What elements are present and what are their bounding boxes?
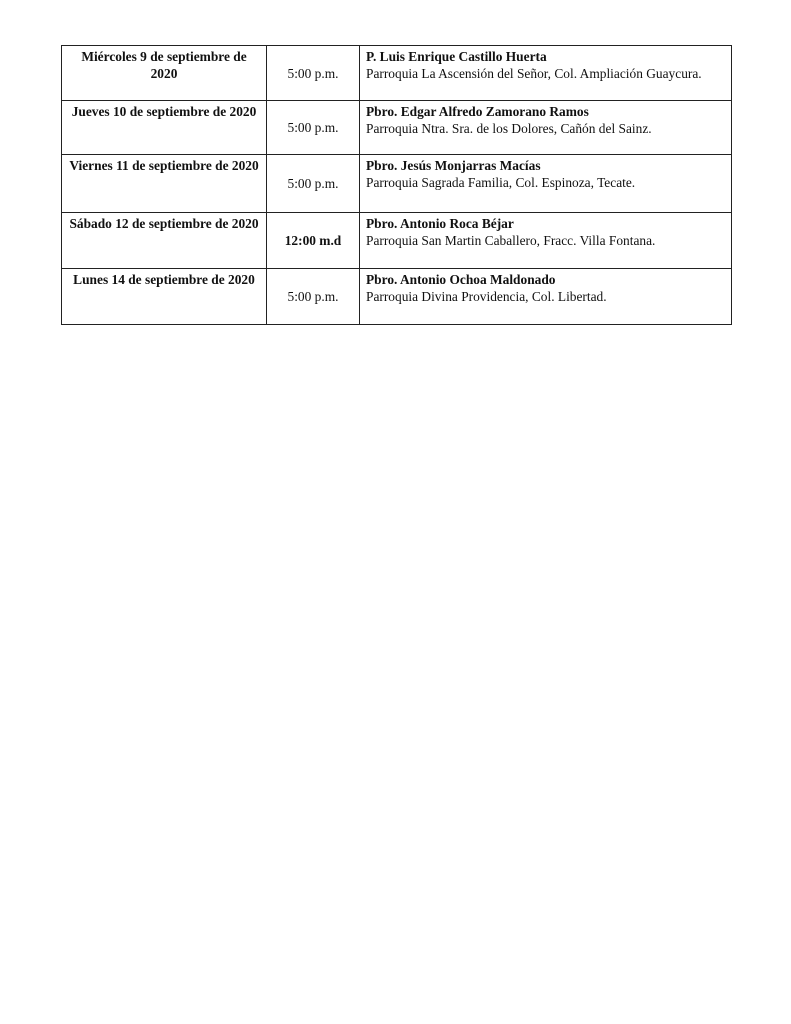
time-cell: 5:00 p.m. (267, 101, 360, 155)
location-cell (360, 155, 732, 213)
mass-schedule-table (61, 45, 732, 325)
parish-name: Parroquia Sagrada Familia, Col. Espinoza, Tecate. (366, 175, 636, 190)
table-row (62, 101, 732, 155)
priest-name: P. Luis Enrique Castillo Huerta (366, 49, 547, 64)
location-cell (360, 213, 732, 269)
date-cell: Jueves 10 de septiembre de 2020 (62, 101, 267, 155)
date-cell: Viernes 11 de septiembre de 2020 (62, 155, 267, 213)
table-row (62, 269, 732, 325)
date-cell: Miércoles 9 de septiembre de 2020 (62, 46, 267, 101)
priest-name: Pbro. Jesús Monjarras Macías (366, 158, 541, 173)
location-cell (360, 269, 732, 325)
parish-name: Parroquia La Ascensión del Señor, Col. Ampliación Guaycura. (366, 66, 702, 81)
priest-name: Pbro. Antonio Roca Béjar (366, 216, 514, 231)
priest-name: Pbro. Edgar Alfredo Zamorano Ramos (366, 104, 589, 119)
location-cell (360, 46, 732, 101)
location-cell (360, 101, 732, 155)
parish-name: Parroquia Divina Providencia, Col. Libertad. (366, 289, 607, 304)
parish-name: Parroquia Ntra. Sra. de los Dolores, Cañón del Sainz. (366, 121, 652, 136)
table-row (62, 155, 732, 213)
priest-name: Pbro. Antonio Ochoa Maldonado (366, 272, 556, 287)
date-cell: Lunes 14 de septiembre de 2020 (62, 269, 267, 325)
parish-name: Parroquia San Martin Caballero, Fracc. Villa Fontana. (366, 233, 656, 248)
table-row (62, 46, 732, 101)
time-cell: 5:00 p.m. (267, 155, 360, 213)
table-row (62, 213, 732, 269)
date-cell: Sábado 12 de septiembre de 2020 (62, 213, 267, 269)
time-cell: 12:00 m.d (267, 213, 360, 269)
time-cell: 5:00 p.m. (267, 269, 360, 325)
time-cell: 5:00 p.m. (267, 46, 360, 101)
